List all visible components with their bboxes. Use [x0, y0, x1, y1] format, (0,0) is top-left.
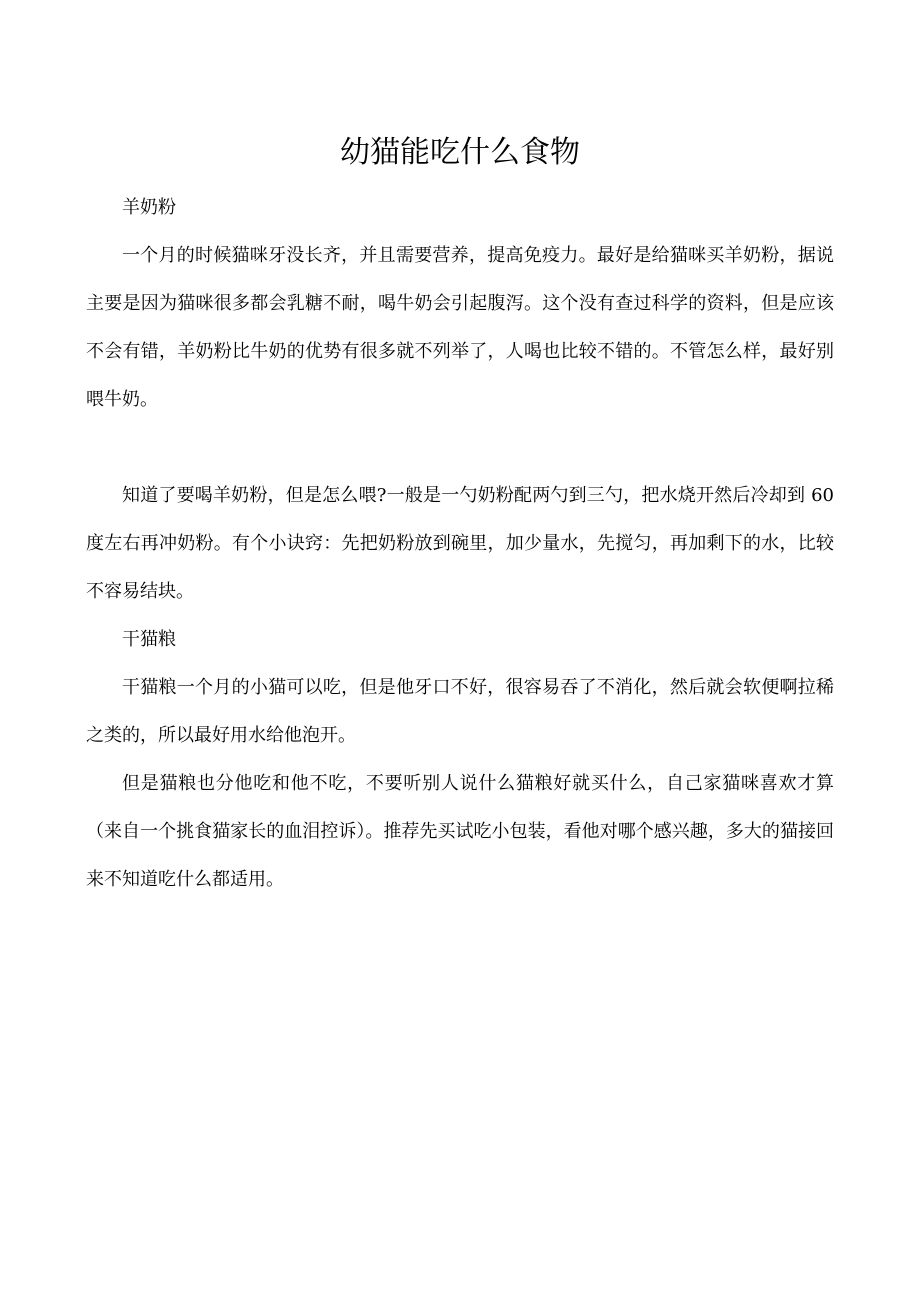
paragraph-dry-food-soaking: 干猫粮一个月的小猫可以吃，但是他牙口不好，很容易吞了不消化，然后就会软便啊拉稀之类的，所以最好用水给他泡开。 [86, 677, 834, 746]
paragraph-feeding-method: 知道了要喝羊奶粉，但是怎么喂?一般是一勺奶粉配两勺到三勺，把水烧开然后冷却到 60 度左右再冲奶粉。有个小诀窍：先把奶粉放到碗里，加少量水，先搅匀，再加剩下的水，比较不容易结块。 [86, 485, 834, 602]
paragraph-food-preference: 但是猫粮也分他吃和他不吃，不要听别人说什么猫粮好就买什么，自己家猫咪喜欢才算（来自一个挑食猫家长的血泪控诉）。推荐先买试吃小包装，看他对哪个感兴趣，多大的猫接回来不知道吃什么都适用。 [86, 773, 834, 890]
document-title: 幼猫能吃什么食物 [340, 135, 580, 170]
section-heading-goat-milk-powder: 羊奶粉 [122, 197, 176, 218]
paragraph-spacer [86, 424, 834, 472]
document-body [86, 184, 834, 904]
paragraph-goat-milk-benefits: 一个月的时候猫咪牙没长齐，并且需要营养，提高免疫力。最好是给猫咪买羊奶粉，据说主要是因为猫咪很多都会乳糖不耐，喝牛奶会引起腹泻。这个没有查过科学的资料，但是应该不会有错，羊奶粉比牛奶的优势有很多就不列举了，人喝也比较不错的。不管怎么样，最好别喂牛奶。 [86, 245, 834, 410]
section-heading-dry-cat-food: 干猫粮 [122, 629, 176, 650]
